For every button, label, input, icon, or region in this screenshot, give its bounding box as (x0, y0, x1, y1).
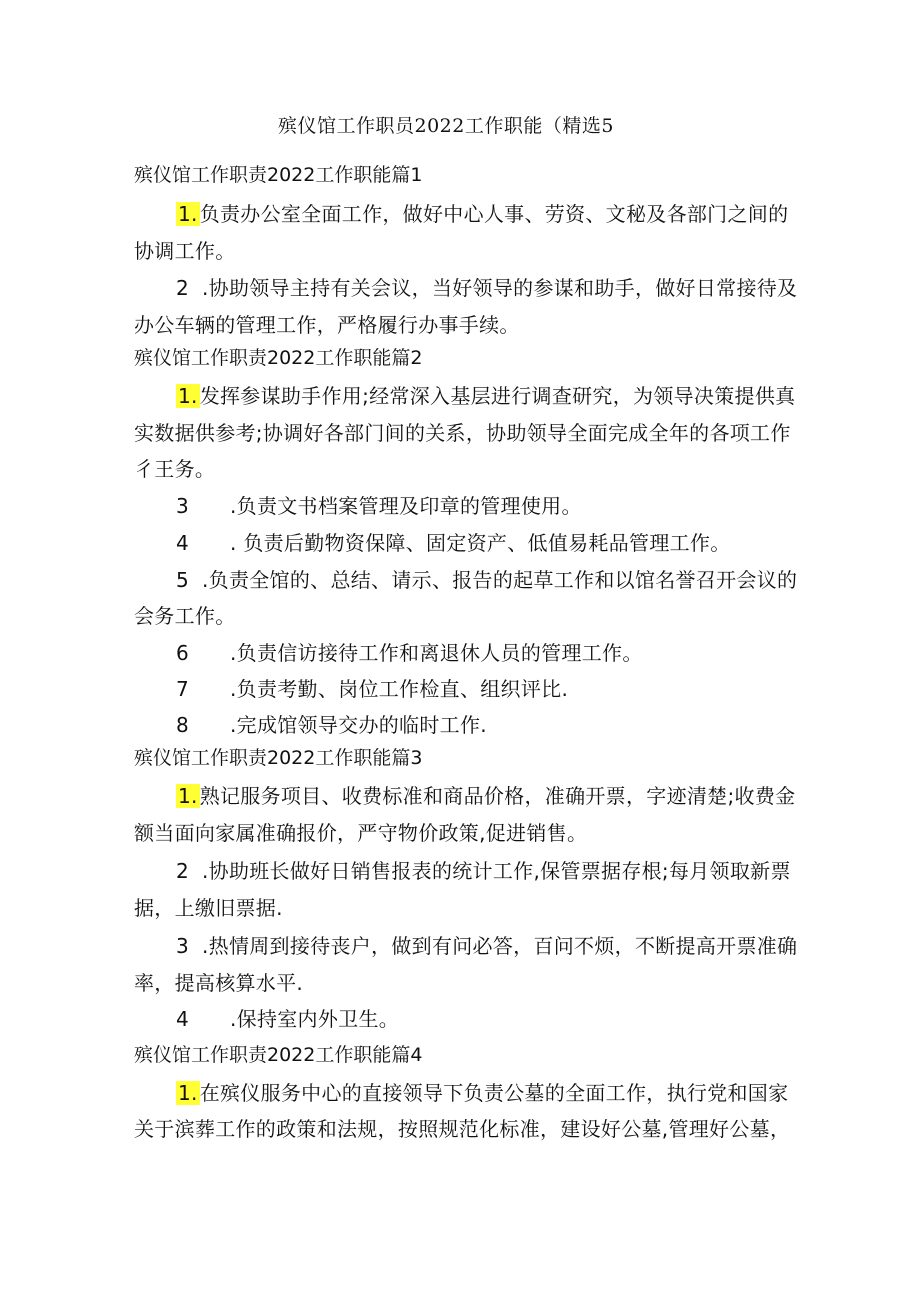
list-item (176, 527, 731, 556)
list-item (176, 780, 795, 809)
list-item (176, 564, 797, 593)
item-text: .完成馆领导交办的临时工作. (230, 713, 487, 737)
item-text: .负责文书档案管理及印章的管理使用。 (230, 494, 582, 518)
item-text: .负责考勤、岗位工作检直、组织评比. (230, 677, 569, 701)
item-text-continued: 率，提高核算水平. (134, 971, 304, 995)
item-text: . 负责后勤物资保障、固定资产、低值易耗品管理工作。 (230, 531, 731, 555)
item-number: 1. (178, 202, 198, 226)
list-item (176, 637, 643, 666)
item-text: .保持室内外卫生。 (230, 1007, 400, 1031)
list-item (176, 490, 582, 519)
item-text: .协助班长做好日销售报表的统计工作,保管票据存根;每月领取新票 (202, 859, 791, 883)
item-text-continued: 办公车辆的管理工作，严格履行办事手续。 (134, 313, 520, 337)
list-item (176, 380, 795, 409)
section-heading: 殡仪馆工作职责2022工作职能篇4 (134, 1044, 423, 1066)
list-item (176, 709, 487, 738)
list-item (176, 930, 797, 959)
item-number: 5 (176, 568, 190, 592)
item-number: 1. (178, 384, 198, 408)
list-item (176, 1077, 788, 1106)
item-text: .负责信访接待工作和离退休人员的管理工作。 (230, 641, 643, 665)
item-number: 3 (176, 494, 190, 518)
item-text: 熟记服务项目、收费标准和商品价格，准确开票，字迹清楚;收费金 (199, 784, 796, 808)
list-item (176, 855, 791, 884)
item-number: 4 (176, 1007, 190, 1031)
list-item (176, 198, 788, 227)
item-number: 1. (178, 784, 198, 808)
item-number: 7 (176, 677, 190, 701)
item-text: 负责办公室全面工作，做好中心人事、劳资、文秘及各部门之间的 (199, 202, 789, 226)
item-text: .负责全馆的、总结、请示、报告的起草工作和以馆名誉召开会议的 (202, 568, 798, 592)
list-item (176, 673, 568, 702)
item-text-continued: 关于滨葬工作的政策和法规，按照规范化标准，建设好公墓,管理好公墓， (134, 1117, 791, 1141)
section-heading: 殡仪馆工作职责2022工作职能篇3 (134, 747, 423, 769)
list-item (176, 272, 797, 301)
item-text: 在殡仪服务中心的直接领导下负责公墓的全面工作，执行党和国家 (199, 1081, 789, 1105)
item-text-continued: 实数据供参考;协调好各部门间的关系，协助领导全面完成全年的各项工作 (134, 421, 791, 445)
item-number: 1. (178, 1081, 198, 1105)
section-heading: 殡仪馆工作职责2022工作职能篇1 (134, 164, 423, 186)
item-number: 2 (176, 276, 190, 300)
item-text: .协助领导主持有关会议，当好领导的参谋和助手，做好日常接待及 (202, 276, 798, 300)
item-number: 4 (176, 531, 190, 555)
list-item (176, 1003, 399, 1032)
item-text: .热情周到接待丧户，做到有问必答，百问不烦，不断提高开票准确 (202, 934, 798, 958)
item-number: 3 (176, 934, 190, 958)
item-number: 2 (176, 859, 190, 883)
item-text: 发挥参谋助手作用;经常深入基层进行调查研究，为领导决策提供真 (199, 384, 796, 408)
item-text-continued: 额当面向家属准确报价，严守物价政策,促进销售。 (134, 821, 588, 845)
item-number: 6 (176, 641, 190, 665)
item-text-continued: 协调工作。 (134, 239, 236, 263)
document-title: 殡仪馆工作职员2022工作职能（精选5 (278, 115, 614, 137)
item-text-continued: 会务工作。 (134, 604, 236, 628)
item-number: 8 (176, 713, 190, 737)
section-heading: 殡仪馆工作职责2022工作职能篇2 (134, 347, 423, 369)
item-text-continued: 据，上缴旧票据. (134, 896, 283, 920)
item-text-continued: 彳王务。 (134, 457, 216, 481)
